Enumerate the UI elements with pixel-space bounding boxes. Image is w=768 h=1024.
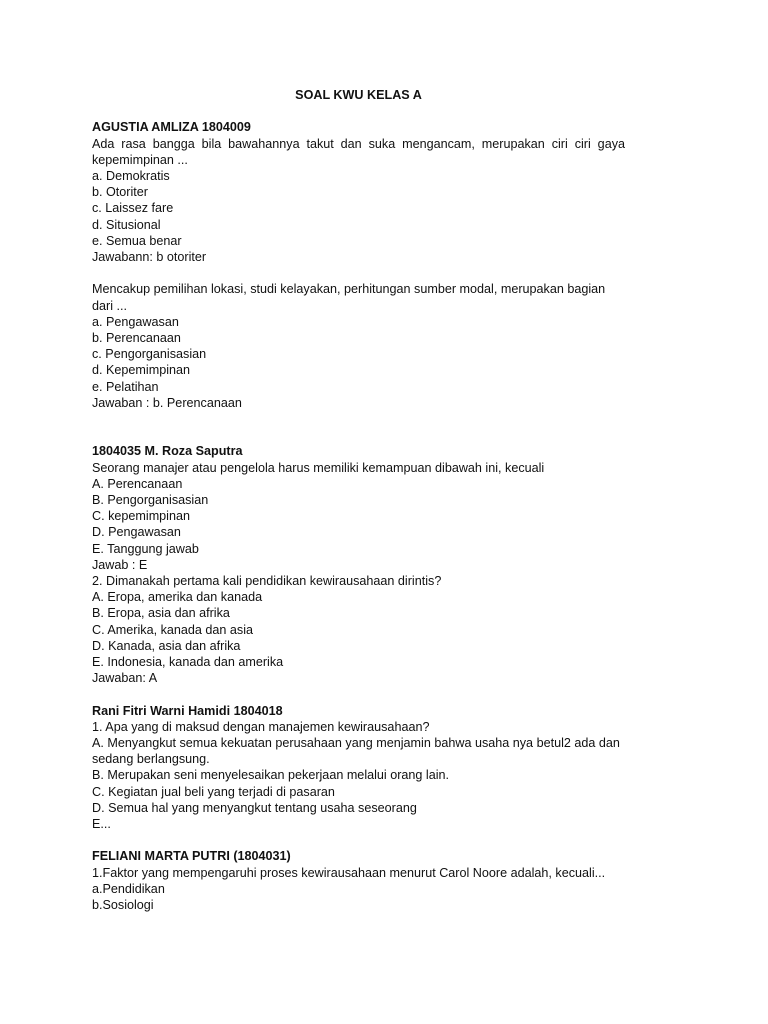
answer-option: d. Situsional <box>92 217 161 232</box>
blank-line <box>92 832 625 848</box>
answer-option: C. kepemimpinan <box>92 509 190 524</box>
section-heading: FELIANI MARTA PUTRI (1804031) <box>92 849 291 864</box>
answer-option: E. Indonesia, kanada dan amerika <box>92 655 284 670</box>
answer-option: D. Pengawasan <box>92 525 181 540</box>
question-text: Seorang manajer atau pengelola harus memiliki kemampuan dibawah ini, kecuali <box>92 460 545 475</box>
section-heading: 1804035 M. Roza Saputra <box>92 444 243 459</box>
question-text: Ada rasa bangga bila bawahannya takut dan suka mengancam, merupakan ciri ciri gaya kepemimpinan ... <box>92 136 625 167</box>
document-body <box>92 87 625 913</box>
answer-option: A. Perencanaan <box>92 476 183 491</box>
blank-line <box>92 103 625 119</box>
question-text: 2. Dimanakah pertama kali pendidikan kewirausahaan dirintis? <box>92 574 442 589</box>
answer-option: B. Pengorganisasian <box>92 493 209 508</box>
answer-option: C. Kegiatan jual beli yang terjadi di pasaran <box>92 784 335 799</box>
answer-key: Jawaban: A <box>92 671 158 686</box>
blank-line <box>92 427 625 443</box>
question-text: 1.Faktor yang mempengaruhi proses kewirausahaan menurut Carol Noore adalah, kecuali... <box>92 865 606 880</box>
answer-option: a.Pendidikan <box>92 881 165 896</box>
answer-option: c. Pengorganisasian <box>92 347 207 362</box>
question-text: 1. Apa yang di maksud dengan manajemen kewirausahaan? <box>92 719 430 734</box>
blank-line <box>92 265 625 281</box>
answer-key: Jawaban : b. Perencanaan <box>92 395 242 410</box>
question-text: Mencakup pemilihan lokasi, studi kelayakan, perhitungan sumber modal, merupakan bagian dari ... <box>92 282 606 313</box>
answer-option: d. Kepemimpinan <box>92 363 191 378</box>
answer-key: Jawabann: b otoriter <box>92 250 207 265</box>
answer-option: e. Pelatihan <box>92 379 159 394</box>
answer-option: b.Sosiologi <box>92 898 154 913</box>
answer-option: E. Tanggung jawab <box>92 541 199 556</box>
answer-option: A. Menyangkut semua kekuatan perusahaan yang menjamin bahwa usaha nya betul2 ada dan sedang berlangsung. <box>92 736 620 767</box>
answer-key: Jawab : E <box>92 557 148 572</box>
document-title: SOAL KWU KELAS A <box>295 88 422 102</box>
answer-option: a. Demokratis <box>92 169 170 183</box>
answer-option: c. Laissez fare <box>92 201 174 216</box>
blank-line <box>92 686 625 702</box>
answer-option: B. Eropa, asia dan afrika <box>92 606 230 621</box>
section-heading: AGUSTIA AMLIZA 1804009 <box>92 120 251 135</box>
answer-option: A. Eropa, amerika dan kanada <box>92 590 263 605</box>
answer-option: a. Pengawasan <box>92 314 179 329</box>
section-heading: Rani Fitri Warni Hamidi 1804018 <box>92 703 283 718</box>
blank-line <box>92 411 625 427</box>
answer-option: e. Semua benar <box>92 233 182 248</box>
answer-option: B. Merupakan seni menyelesaikan pekerjaan melalui orang lain. <box>92 768 450 783</box>
answer-option: D. Kanada, asia dan afrika <box>92 638 241 653</box>
answer-option: b. Otoriter <box>92 185 148 200</box>
answer-option: E... <box>92 817 111 832</box>
answer-option: b. Perencanaan <box>92 331 181 346</box>
answer-option: C. Amerika, kanada dan asia <box>92 622 254 637</box>
answer-option: D. Semua hal yang menyangkut tentang usaha seseorang <box>92 800 417 815</box>
